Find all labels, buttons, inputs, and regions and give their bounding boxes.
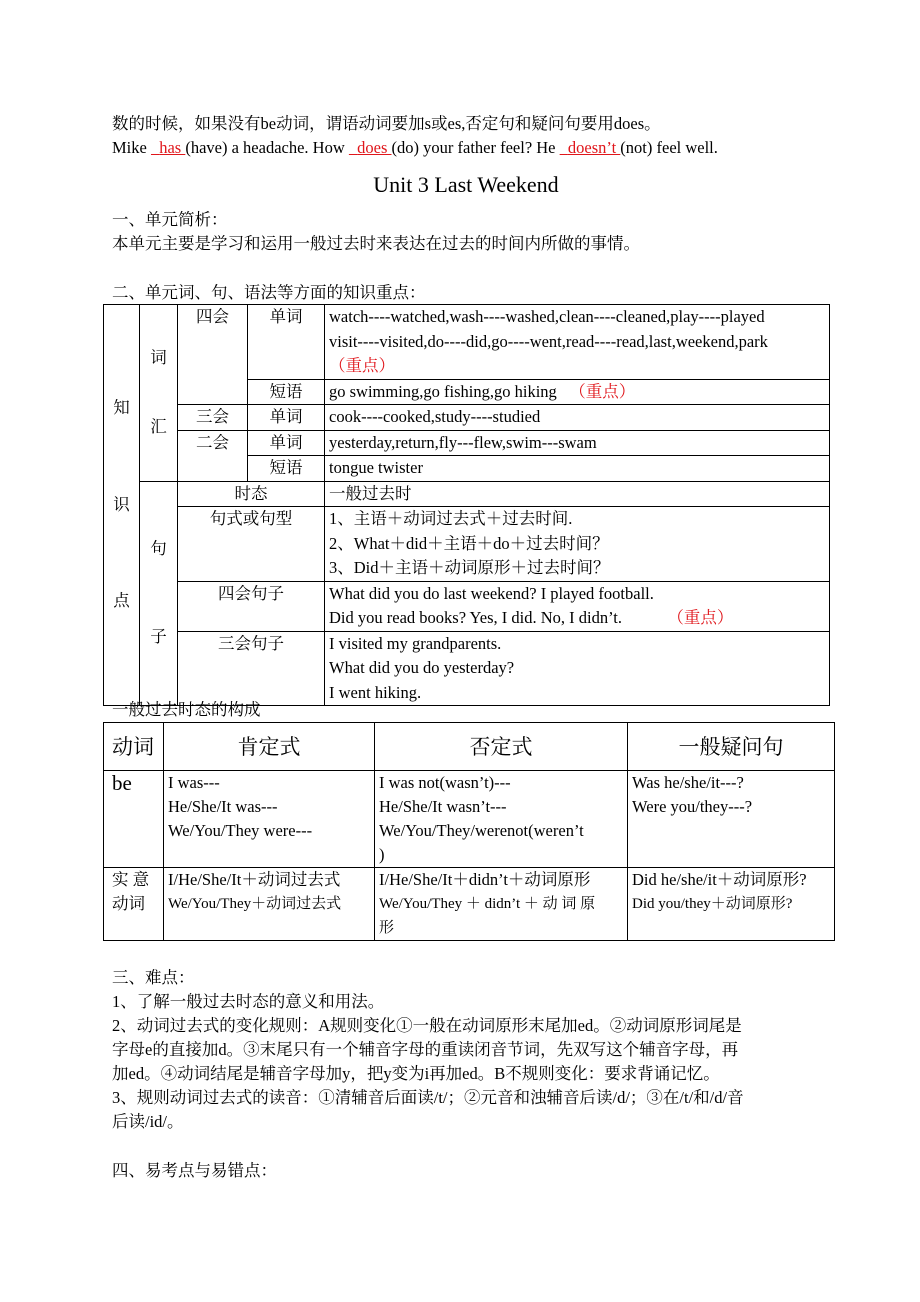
pattern-label: 句式或句型 (178, 507, 325, 582)
verb-affirmative: I/He/She/It＋动词过去式 We/You/They＋动词过去式 (164, 868, 375, 941)
intro-line-1: 数的时候，如果没有be动词，谓语动词要加s或es,否定句和疑问句要用does。 (112, 114, 661, 133)
be-question: Was he/she/it---? Were you/they---? (628, 771, 835, 868)
type-duanyu: 短语 (248, 379, 325, 405)
level-sihui: 四会 (178, 305, 248, 405)
sihui-words: watch----watched,wash----washed,clean----cleaned,play----played visit----visited,do----did,go----went,read----read,last,weekend,park （重点） (325, 305, 830, 380)
header-question: 一般疑问句 (628, 723, 835, 771)
answer-does: does (357, 138, 392, 157)
answer-doesnt: doesn’t (567, 138, 621, 157)
intro-text: (do) your father feel? He (391, 138, 560, 157)
intro-text: Mike (112, 138, 151, 157)
pattern-list: 1、主语＋动词过去式＋过去时间. 2、What＋did＋主语＋do＋过去时间？ 3、Did＋主语＋动词原形＋过去时间？ (325, 507, 830, 582)
type-duanyu: 短语 (248, 456, 325, 482)
answer-has: has (159, 138, 186, 157)
past-tense-table (103, 722, 835, 941)
juzi-label: 句 子 (140, 481, 178, 706)
key-point-mark: （重点） (569, 381, 636, 401)
type-danci: 单词 (248, 305, 325, 380)
intro-line-2 (112, 136, 718, 160)
level-erhui: 二会 (178, 430, 248, 481)
header-verb: 动词 (104, 723, 164, 771)
key-point-mark: （重点） (667, 608, 734, 627)
sanhui-words: cook----cooked,study----studied (325, 405, 830, 431)
tense-value: 一般过去时 (325, 481, 830, 507)
section3-line-4: 加ed。④动词结尾是辅音字母加y，把y变为i再加ed。B不规则变化：要求背诵记忆。 (112, 1064, 720, 1083)
row-be-label: be (104, 771, 164, 868)
section3-line-3: 字母e的直接加d。③末尾只有一个辅音字母的重读闭音节词，先双写这个辅音字母，再 (112, 1040, 739, 1059)
erhui-words: yesterday,return,fly---flew,swim---swam (325, 430, 830, 456)
section2-heading: 二、单元词、句、语法等方面的知识重点： (112, 283, 426, 302)
knowledge-table (103, 304, 830, 706)
verb-negative: I/He/She/It＋didn’t＋动词原形 We/You/They ＋ didn’t ＋ 动 词 原 形 (375, 868, 628, 941)
section4-heading: 四、易考点与易错点： (112, 1161, 277, 1180)
erhui-phrases: tongue twister (325, 456, 830, 482)
be-affirmative: I was--- He/She/It was--- We/You/They were--- (164, 771, 375, 868)
zhishidian-label: 知 识 点 (104, 305, 140, 706)
verb-question: Did he/she/it＋动词原形? Did you/they＋动词原形? (628, 868, 835, 941)
sanhui-sentences-label: 三会句子 (178, 631, 325, 706)
intro-text: (have) a headache. How (185, 138, 349, 157)
cihui-label: 词 汇 (140, 305, 178, 482)
table2-caption: 一般过去时态的构成 (112, 700, 261, 719)
section1-body: 本单元主要是学习和运用一般过去时来表达在过去的时间内所做的事情。 (112, 234, 640, 253)
section3-line-1: 1、了解一般过去时态的意义和用法。 (112, 992, 385, 1011)
tense-label: 时态 (178, 481, 325, 507)
sihui-phrases: go swimming,go fishing,go hiking （重点） (325, 379, 830, 405)
header-negative: 否定式 (375, 723, 628, 771)
page-title: Unit 3 Last Weekend (373, 172, 559, 197)
section3-line-2: 2、动词过去式的变化规则：A规则变化①一般在动词原形末尾加ed。②动词原形词尾是 (112, 1016, 742, 1035)
sanhui-sentences: I visited my grandparents. What did you do yesterday? I went hiking. (325, 631, 830, 706)
header-affirmative: 肯定式 (164, 723, 375, 771)
sihui-sentences: What did you do last weekend? I played football. Did you read books? Yes, I did. No, I didn’t. （重点） (325, 581, 830, 631)
row-verb-label: 实 意 动词 (104, 868, 164, 941)
level-sanhui: 三会 (178, 405, 248, 431)
be-negative: I was not(wasn’t)--- He/She/It wasn’t--- We/You/They/werenot(weren’t ) (375, 771, 628, 868)
type-danci: 单词 (248, 405, 325, 431)
type-danci: 单词 (248, 430, 325, 456)
sihui-sentences-label: 四会句子 (178, 581, 325, 631)
section3-heading: 三、难点： (112, 968, 195, 987)
section1-heading: 一、单元简析： (112, 210, 228, 229)
section3-line-5: 3、规则动词过去式的读音：①清辅音后面读/t/；②元音和浊辅音后读/d/；③在/t/和/d/音 (112, 1088, 744, 1107)
key-point-mark: （重点） (329, 356, 395, 375)
intro-text: (not) feel well. (620, 138, 718, 157)
section3-line-6: 后读/id/。 (112, 1112, 184, 1131)
